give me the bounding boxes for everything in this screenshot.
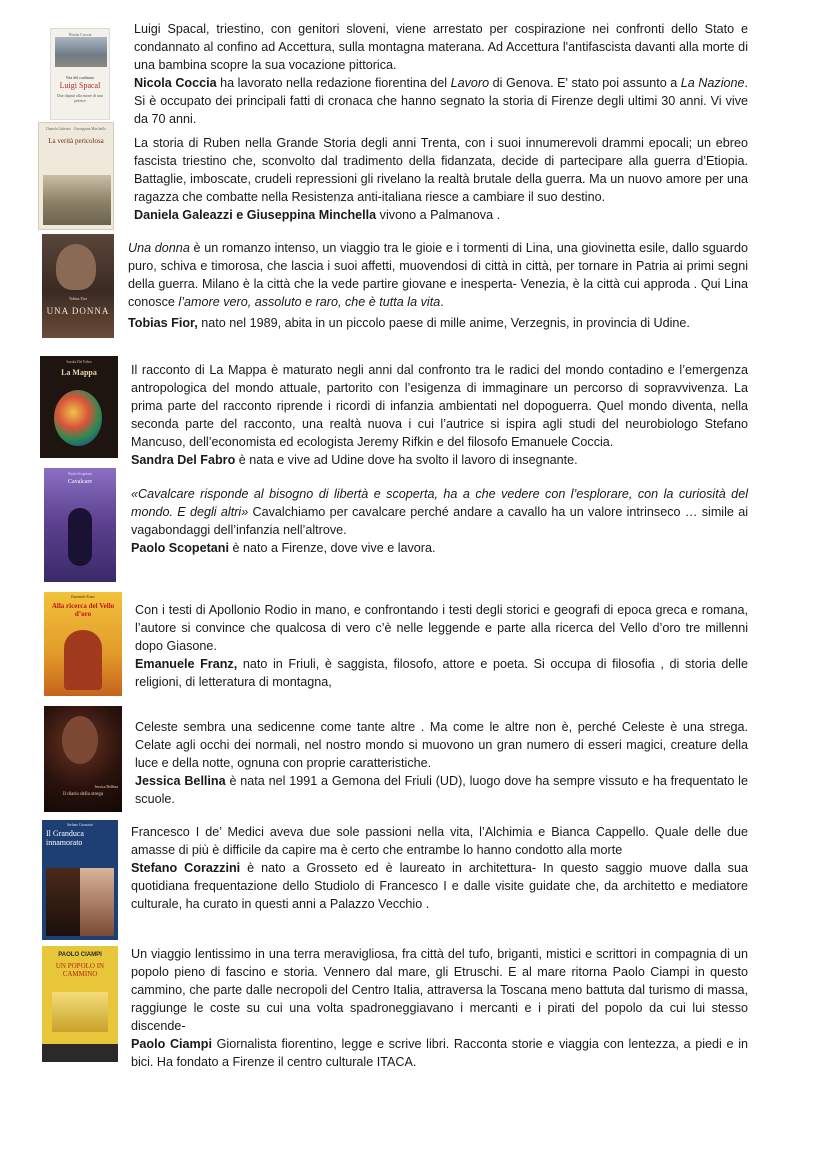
author-name: Nicola Coccia: [134, 76, 217, 90]
cover-photo: [43, 175, 111, 225]
book-description: Francesco I de’ Medici aveva due sole passioni nella vita, l’Alchimia e Bianca Cappello. Quale delle due amasse di più è difficile da capire ma è certo che entrambe lo hanno condotto alla morte: [131, 825, 748, 857]
author-paragraph: Nicola Coccia ha lavorato nella redazione fiorentina del Lavoro di Genova. E' stato poi assunto a La Nazione. Si è occupato dei principali fatti di cronaca che hanno segnato la storia di Firenze degli ultimi 30 anni. Vi vive da 70 anni.: [134, 76, 749, 126]
author-name: Paolo Scopetani: [131, 541, 229, 555]
book-description: Luigi Spacal, triestino, con genitori sloveni, viene arrestato per cospirazione nei confronti dello Stato e condannato al confino ad Accettura, sulla montagna materana. Ad Accettura l'antifascista davanti alla morte di una bambina scopre la sua vocazione pittorica.: [134, 22, 748, 72]
author-paragraph: Stefano Corazzini è nato a Grosseto ed è laureato in architettura- In questo saggio muove dalla sua quotidiana frequentazione dello Studiolo di Francesco I e dalle visite guidate che, da architetto e mediatore culturale, ha curato in questi anni a Palazzo Vecchio .: [131, 861, 748, 911]
entry-3-text: [128, 239, 748, 332]
entry-7-text: [135, 718, 748, 808]
cover-figure: [68, 508, 92, 566]
entry-1-text: [134, 20, 748, 128]
author-paragraph: Paolo Ciampi Giornalista fiorentino, legge e scrive libri. Racconta storie e viaggia con lentezza, a piedi e in bici. Ha fondato a Firenze il centro culturale ITACA.: [131, 1037, 748, 1069]
entry-5-text: [131, 485, 748, 557]
cover-illustration: [64, 630, 102, 690]
cover-portrait-right: [80, 868, 114, 936]
entry-2-text: [134, 134, 748, 224]
author-name: Emanuele Franz,: [135, 657, 238, 671]
author-name: Sandra Del Fabro: [131, 453, 236, 467]
cover-footer-band: [42, 1044, 118, 1062]
book-description: Con i testi di Apollonio Rodio in mano, e confrontando i testi degli storici e geografi di epoca greca e romana, l’autore si convince che qualcosa di vero c’è nelle leggende e parte alla ricerca del Vello d’oro tre millenni dopo Giasone.: [135, 603, 748, 653]
cover-illustration: [54, 390, 102, 446]
cover-illustration: [55, 37, 107, 67]
book-description: Un viaggio lentissimo in una terra meravigliosa, fra città del tufo, briganti, mistici e scrittori in compagnia di un popolo pieno di fascino e storia. Vennero dal mare, gli Etruschi. E al mare ritorna Paolo Ciampi in questo cammino, che parte dalle necropoli del Centro Italia, attraversa la Toscana meno battuta dal turismo di massa, raggiunge le coste su cui una volta spadroneggiavano i mercanti e i pirati del popolo da cui lui stesso discende-: [131, 947, 748, 1033]
author-name: Tobias Fior,: [128, 316, 198, 330]
author-paragraph: Tobias Fior, nato nel 1989, abita in un piccolo paese di mille anime, Verzegnis, in provincia di Udine.: [128, 316, 690, 330]
book-cover-vello-doro: Emanuele Franz Alla ricerca del Vello d’oro: [44, 592, 122, 696]
cover-portrait: [56, 244, 96, 290]
author-name: Jessica Bellina: [135, 774, 226, 788]
entry-8-text: [131, 823, 748, 913]
author-paragraph: Sandra Del Fabro è nata e vive ad Udine dove ha svolto il lavoro di insegnante.: [131, 453, 578, 467]
entry-9-text: [131, 945, 748, 1071]
book-cover-popolo-in-cammino: PAOLO CIAMPI UN POPOLO IN CAMMINO: [42, 946, 118, 1062]
entry-4-text: [131, 361, 748, 469]
book-cover-strega: Jessica Bellina Il diario della strega: [44, 706, 122, 812]
book-cover-una-donna: Tobias Fior UNA DONNA: [42, 234, 114, 338]
book-cover-granduca: Stefano Corazzini Il Granduca innamorato: [42, 820, 118, 940]
book-cover-verita-pericolosa: Daniela Galeazzi · Giuseppina Minchella La verità pericolosa: [38, 122, 114, 230]
author-name: Paolo Ciampi: [131, 1037, 212, 1051]
author-paragraph: Emanuele Franz, nato in Friuli, è saggista, filosofo, attore e poeta. Si occupa di filosofia , di storia delle religioni, di letteratura di montagna,: [135, 657, 748, 689]
author-name: Daniela Galeazzi e Giuseppina Minchella: [134, 208, 377, 222]
entry-6-text: [135, 601, 748, 691]
cover-portrait-left: [46, 868, 80, 936]
author-paragraph: Jessica Bellina è nata nel 1991 a Gemona del Friuli (UD), luogo dove ha sempre vissuto e ha frequentato le scuole.: [135, 774, 748, 806]
cover-portrait: [62, 716, 98, 764]
author-paragraph: Daniela Galeazzi e Giuseppina Minchella vivono a Palmanova .: [134, 208, 501, 222]
book-description: «Cavalcare risponde al bisogno di libertà e scoperta, ha a che vedere con l’esplorare, con la curiosità del mondo. E degli altri» Cavalchiamo per cavalcare perché andare a cavallo ha un valore intrinseco … simile ai vagabondaggi dell’infanzia nell’altrove.: [131, 487, 749, 537]
cover-illustration: [52, 992, 108, 1032]
book-description: La storia di Ruben nella Grande Storia degli anni Trenta, con i suoi innumerevoli drammi epocali; un ebreo fascista triestino che, sconvolto dal tradimento della fidanzata, decide di partecipare alla guerra d’Etiopia. Battaglie, imboscate, crudeli repressioni gli rivelano la realtà brutale della guerra. Ma un nuovo amore per una ragazza che combatte nella Resistenza anti-italiana riesce a cambiare il suo destino.: [134, 136, 748, 204]
author-name: Stefano Corazzini: [131, 861, 241, 875]
author-paragraph: Paolo Scopetani è nato a Firenze, dove vive e lavora.: [131, 541, 436, 555]
book-description: Celeste sembra una sedicenne come tante altre . Ma come le altre non è, perché Celeste è una strega. Celate agli occhi dei normali, nel nostro mondo si muovono un gran numero di esseri magici, creature della luce e della notte, ognuna con proprie caratteristiche.: [135, 720, 748, 770]
book-cover-la-mappa: Sandra Del Fabro La Mappa: [40, 356, 118, 458]
book-cover-cavalcare: Paolo Scopetani Cavalcare: [44, 468, 116, 582]
book-description: Il racconto di La Mappa è maturato negli anni dal confronto tra le radici del mondo contadino e l’emergenza antropologica del mondo attuale, partorito con l’esigenza di immaginare un percorso di sopravvivenza. La prima parte del racconto riprende i ricordi di infanzia ambientati nel dopoguerra. Quel mondo diventa, nella seconda parte del racconto, una realtà nuova i cui l’autrice si ispira agli studi del neurobiologo Stefano Mancuso, dell’economista ed ecologista Jeremy Rifkin e del filosofo Emanuele Coccia.: [131, 363, 748, 449]
book-cover-luigi-spacal: Nicola Coccia Vita del confinato Luigi Spacal Due dipinti alla morte di una pittrice: [50, 28, 110, 120]
book-description: Una donna è un romanzo intenso, un viaggio tra le gioie e i tormenti di Lina, una giovinetta esile, dallo sguardo puro, schiva e timorosa, che lascia i suoi affetti, muovendosi di città in città, per tornare in Patria ai primi segni della guerra. Milano è la città che la vede partire giovane e inesperta- Venezia, è la città cui approda . Qui Lina conosce l’amore vero, assoluto e raro, che è tutta la vita.: [128, 241, 748, 309]
